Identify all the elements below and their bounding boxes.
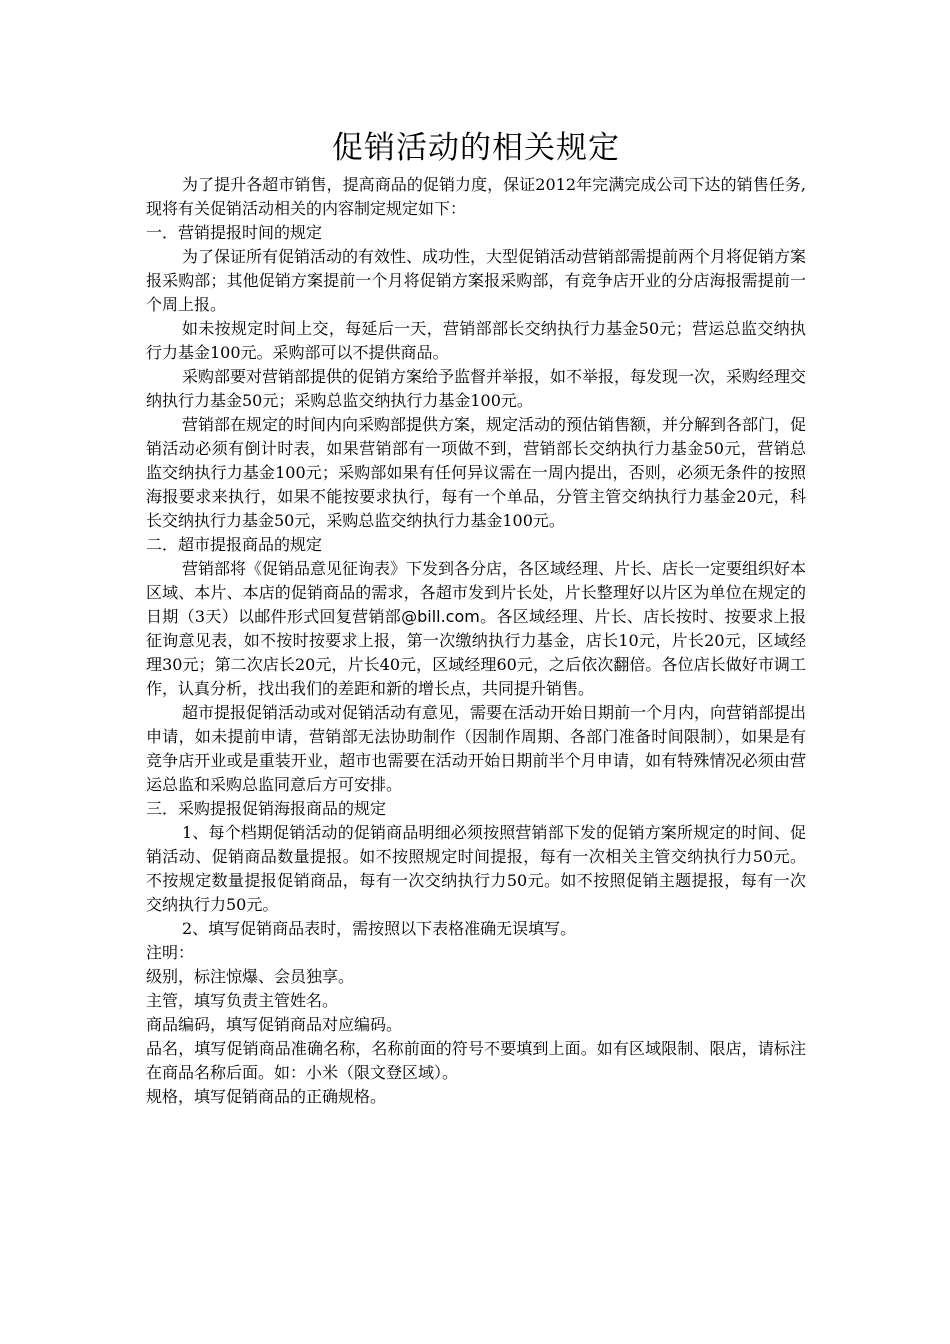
section-2-paragraph-text: 营销部将《促销品意见征询表》下发到各分店，各区域经理、片长、店长一定要组织好本区域、本片、本店的促销商品的需求，各超市发到片长处，片长整理好以片区为单位在规定的日期（3天）以邮件形式回复营销部	[146, 559, 807, 626]
email-domain: @bill.com	[401, 607, 480, 626]
document-page	[146, 128, 806, 1109]
note-item: 品名，填写促销商品准确名称，名称前面的符号不要填到上面。如有区域限制、限店，请标注在商品名称后面。如：小米（限文登区域）。	[146, 1039, 806, 1082]
section-1-paragraph: 如未按规定时间上交，每延后一天，营销部部长交纳执行力基金50元；营运总监交纳执行力基金100元。采购部可以不提供商品。	[146, 319, 806, 362]
note-item: 级别，标注惊爆、会员独享。	[146, 967, 355, 986]
note-item: 主管，填写负责主管姓名。	[146, 991, 339, 1010]
intro-paragraph: 为了提升各超市销售，提高商品的促销力度，保证2012年完满完成公司下达的销售任务,现将有关促销活动相关的内容制定规定如下：	[146, 175, 806, 218]
section-1-paragraph: 营销部在规定的时间内向采购部提供方案，规定活动的预估销售额，并分解到各部门，促销活动必须有倒计时表，如果营销部有一项做不到，营销部长交纳执行力基金50元，营销总监交纳执行力基金100元；采购部如果有任何异议需在一周内提出，否则，必须无条件的按照海报要求来执行，如果不能按要求执行，每有一个单品，分管主管交纳执行力基金20元，科长交纳执行力基金50元，采购总监交纳执行力基金100元。	[146, 415, 807, 530]
notes-label: 注明：	[146, 943, 195, 962]
section-heading-1: 一．营销提报时间的规定	[146, 223, 323, 242]
section-1-paragraph: 为了保证所有促销活动的有效性、成功性，大型促销活动营销部需提前两个月将促销方案报采购部；其他促销方案提前一个月将促销方案报采购部，有竞争店开业的分店海报需提前一个周上报。	[146, 247, 807, 314]
section-heading-2: 二．超市提报商品的规定	[146, 535, 323, 554]
note-item: 规格，填写促销商品的正确规格。	[146, 1087, 387, 1106]
section-1-paragraph: 采购部要对营销部提供的促销方案给予监督并举报，如不举报，每发现一次，采购经理交纳执行力基金50元；采购总监交纳执行力基金100元。	[146, 367, 807, 410]
section-3-paragraph: 1、每个档期促销活动的促销商品明细必须按照营销部下发的促销方案所规定的时间、促销活动、促销商品数量提报。如不按照规定时间提报，每有一次相关主管交纳执行力50元。不按规定数量提报促销商品，每有一次交纳执行力50元。如不按照促销主题提报，每有一次交纳执行力50元。	[146, 823, 806, 914]
section-3-paragraph: 2、填写促销商品表时，需按照以下表格准确无误填写。	[182, 919, 577, 938]
note-item: 商品编码，填写促销商品对应编码。	[146, 1015, 403, 1034]
section-heading-3: 三．采购提报促销海报商品的规定	[146, 799, 387, 818]
section-2-paragraph: 超市提报促销活动或对促销活动有意见，需要在活动开始日期前一个月内，向营销部提出申请，如未提前申请，营销部无法协助制作（因制作周期、各部门准备时间限制），如果是有竞争店开业或是重装开业，超市也需要在活动开始日期前半个月申请，如有特殊情况必须由营运总监和采购总监同意后方可安排。	[146, 703, 807, 794]
section-2-paragraph	[146, 557, 806, 701]
document-title: 促销活动的相关规定	[332, 130, 620, 166]
section-2-paragraph-text: 。各区域经理、片长、店长按时、按要求上报征询意见表，如不按时按要求上报，第一次缴纳执行力基金，店长10元，片长20元，区域经理30元；第二次店长20元，片长40元，区域经理60元，之后依次翻倍。各位店长做好市调工作，认真分析，找出我们的差距和新的增长点，共同提升销售。	[146, 607, 806, 698]
